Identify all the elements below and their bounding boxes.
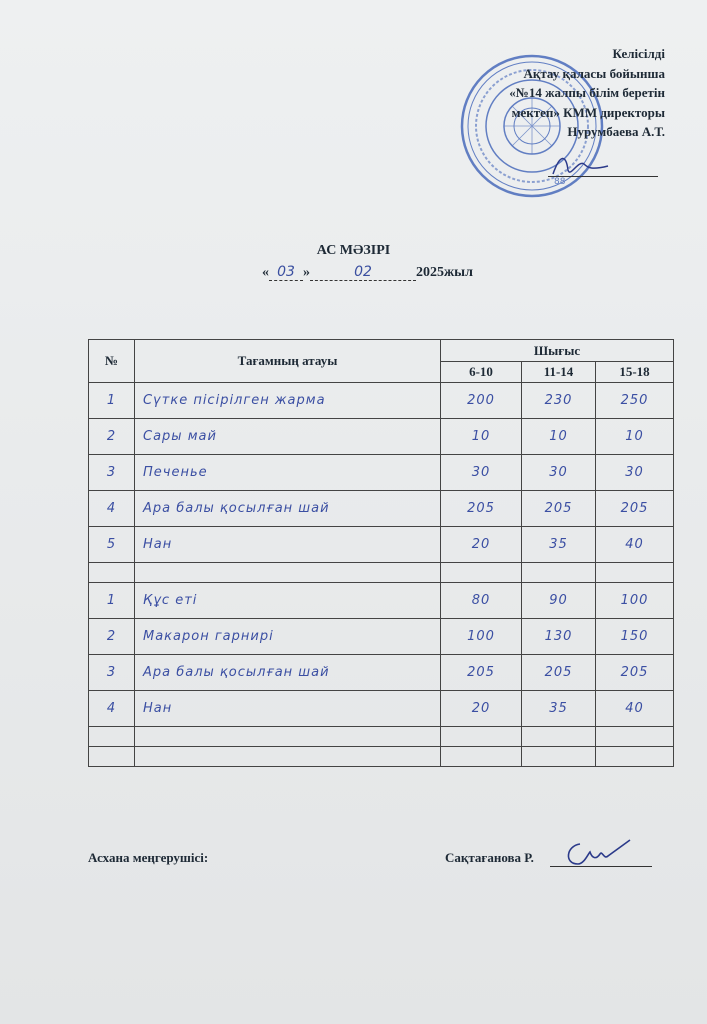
canteen-manager-label: Асхана меңгерушісі: (88, 850, 209, 865)
dish-name: Ара балы қосылған шай (135, 655, 441, 691)
portion-value: 100 (596, 583, 674, 619)
dish-name (135, 747, 441, 767)
dish-name (135, 563, 441, 583)
row-number (89, 563, 135, 583)
approval-director-name: Нурумбаева А.Т. (567, 124, 665, 139)
table-row (89, 655, 674, 691)
date-suffix: жыл (444, 265, 473, 280)
dish-name: Макарон гарнирі (135, 619, 441, 655)
table-row (89, 563, 674, 583)
row-number: 5 (89, 527, 135, 563)
header-output: Шығыс (441, 340, 674, 362)
approval-agreed: Келісілді (612, 46, 665, 61)
portion-value: 205 (441, 655, 522, 691)
portion-value: 200 (441, 383, 522, 419)
portion-value (596, 747, 674, 767)
portion-value: 20 (441, 691, 522, 727)
row-number: 3 (89, 455, 135, 491)
table-row (89, 455, 674, 491)
header-age-6-10: 6-10 (441, 362, 522, 383)
portion-value: 150 (596, 619, 674, 655)
table-row (89, 491, 674, 527)
portion-value: 40 (596, 691, 674, 727)
date-close-quote: » (303, 265, 310, 280)
table-row (89, 583, 674, 619)
dish-name: Нан (135, 527, 441, 563)
table-row (89, 691, 674, 727)
portion-value: 10 (596, 419, 674, 455)
menu-date (262, 264, 473, 281)
portion-value: 30 (522, 455, 596, 491)
table-row (89, 619, 674, 655)
row-number (89, 747, 135, 767)
portion-value: 80 (441, 583, 522, 619)
row-number (89, 727, 135, 747)
row-number: 3 (89, 655, 135, 691)
portion-value (441, 727, 522, 747)
portion-value: 205 (522, 491, 596, 527)
portion-value: 10 (522, 419, 596, 455)
dish-name: Сүтке пісірілген жарма (135, 383, 441, 419)
date-month: 02 (310, 264, 416, 281)
portion-value (441, 747, 522, 767)
portion-value: 90 (522, 583, 596, 619)
portion-value: 205 (522, 655, 596, 691)
row-number: 4 (89, 491, 135, 527)
row-number: 4 (89, 691, 135, 727)
dish-name: Ара балы қосылған шай (135, 491, 441, 527)
dish-name: Нан (135, 691, 441, 727)
header-age-11-14: 11-14 (522, 362, 596, 383)
portion-value: 30 (441, 455, 522, 491)
table-row (89, 419, 674, 455)
portion-value: 205 (441, 491, 522, 527)
portion-value: 250 (596, 383, 674, 419)
approval-school: «№14 жалпы білім беретін (509, 85, 665, 100)
portion-value: 205 (596, 491, 674, 527)
portion-value: 30 (596, 455, 674, 491)
table-row (89, 747, 674, 767)
portion-value: 100 (441, 619, 522, 655)
portion-value (522, 727, 596, 747)
table-row (89, 727, 674, 747)
portion-value: 20 (441, 527, 522, 563)
dish-name: Печенье (135, 455, 441, 491)
approval-block (455, 44, 665, 142)
table-row (89, 527, 674, 563)
row-number: 2 (89, 619, 135, 655)
approval-position: мектеп» КММ директоры (511, 104, 665, 120)
dish-name: Құс еті (135, 583, 441, 619)
page-title: АС МӘЗІРІ (316, 243, 391, 258)
canteen-manager-name: Сақтағанова Р. (445, 850, 534, 865)
manager-signature-line (550, 866, 652, 867)
header-no: № (89, 340, 135, 383)
manager-signature (560, 834, 640, 870)
table-row (89, 383, 674, 419)
portion-value: 35 (522, 527, 596, 563)
portion-value (596, 563, 674, 583)
portion-value (441, 563, 522, 583)
portion-value: 230 (522, 383, 596, 419)
portion-value (522, 563, 596, 583)
portion-value: 40 (596, 527, 674, 563)
row-number: 1 (89, 383, 135, 419)
header-age-15-18: 15-18 (596, 362, 674, 383)
date-year: 2025 (416, 265, 444, 280)
row-number: 2 (89, 419, 135, 455)
portion-value: 130 (522, 619, 596, 655)
approval-city: Ақтау қаласы бойынша (523, 65, 665, 81)
row-number: 1 (89, 583, 135, 619)
portion-value: 205 (596, 655, 674, 691)
date-open-quote: « (262, 265, 269, 280)
svg-text:88: 88 (554, 177, 566, 187)
portion-value: 10 (441, 419, 522, 455)
menu-table (88, 339, 674, 767)
portion-value (596, 727, 674, 747)
header-dish-name: Тағамның атауы (135, 340, 441, 383)
portion-value: 35 (522, 691, 596, 727)
portion-value (522, 747, 596, 767)
dish-name: Сары май (135, 419, 441, 455)
date-day: 03 (269, 264, 303, 281)
dish-name (135, 727, 441, 747)
director-signature-line (548, 176, 658, 177)
